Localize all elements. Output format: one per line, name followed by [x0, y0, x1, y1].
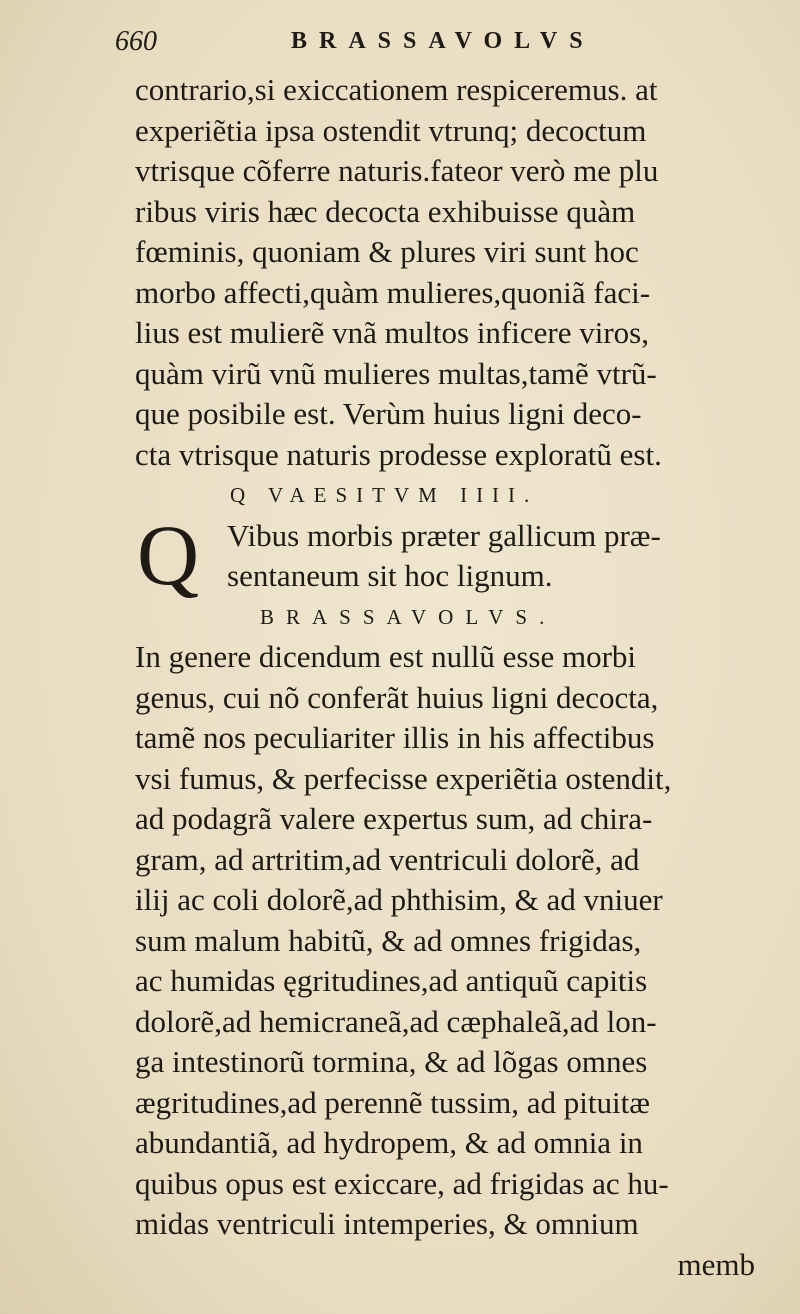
- text-line: tamẽ nos peculiariter illis in his affectibus: [135, 720, 655, 755]
- text-line: ac humidas ęgritudines,ad antiquũ capitis: [135, 963, 648, 998]
- running-head: BRASSAVOLVS: [291, 28, 595, 54]
- text-line: In genere dicendum est nullũ esse morbi: [135, 639, 637, 674]
- text-line: ilij ac coli dolorẽ,ad phthisim, & ad vniuer: [135, 882, 663, 917]
- text-line: midas ventriculi intemperies, & omnium: [135, 1206, 639, 1241]
- text-line: quibus opus est exiccare, ad frigidas ac hu-: [135, 1165, 669, 1201]
- text-line: ga intestinorũ tormina, & ad lõgas omnes: [135, 1044, 648, 1079]
- text-line: fœminis, quoniam & plures viri sunt hoc: [135, 234, 639, 269]
- text-line: vtrisque cõferre naturis.fateor verò me plu: [135, 153, 659, 188]
- text-line: Vibus morbis præter gallicum præ-: [227, 517, 661, 553]
- text-line: sentaneum sit hoc lignum.: [227, 558, 553, 593]
- text-line: quàm virũ vnũ mulieres multas,tamẽ vtrũ-: [135, 355, 657, 391]
- text-line: ribus viris hæc decocta exhibuisse quàm: [135, 193, 636, 229]
- text-line: cta vtrisque naturis prodesse exploratũ est.: [135, 436, 662, 472]
- text-line: vsi fumus, & perfecisse experiẽtia ostendit,: [135, 760, 672, 796]
- text-line: gram, ad artritim,ad ventriculi dolorẽ, ad: [135, 841, 640, 877]
- answer-heading: BRASSAVOLVS.: [260, 604, 557, 629]
- text-line: genus, cui nõ conferãt huius ligni decocta,: [135, 679, 659, 715]
- text-line: sum malum habitũ, & ad omnes frigidas,: [135, 922, 642, 958]
- text-line: dolorẽ,ad hemicraneã,ad cæphaleã,ad lon-: [135, 1003, 657, 1039]
- text-line: morbo affecti,quàm mulieres,quoniã faci-: [135, 274, 651, 310]
- text-line: abundantiã, ad hydropem, & ad omnia in: [135, 1125, 643, 1160]
- text-line: contrario,si exiccationem respiceremus. at: [135, 72, 658, 107]
- text-line: experiẽtia ipsa ostendit vtrunq; decoctum: [135, 112, 647, 148]
- text-line: ad podagrã valere expertus sum, ad chira-: [135, 801, 653, 836]
- question-heading: Q VAESITVM IIII.: [230, 483, 539, 507]
- text-line: que posibile est. Verùm huius ligni deco-: [135, 396, 642, 431]
- page-header: [115, 26, 715, 66]
- question-paragraph: [135, 506, 765, 603]
- text-line: lius est mulierẽ vnã multos inficere viros,: [135, 315, 649, 350]
- drop-cap-initial: Q: [137, 506, 200, 603]
- text-line: ægritudines,ad perennẽ tussim, ad pituitæ: [135, 1084, 650, 1120]
- page-number: 660: [115, 26, 157, 57]
- catchword: memb: [677, 1246, 755, 1282]
- body-text: [135, 70, 765, 1285]
